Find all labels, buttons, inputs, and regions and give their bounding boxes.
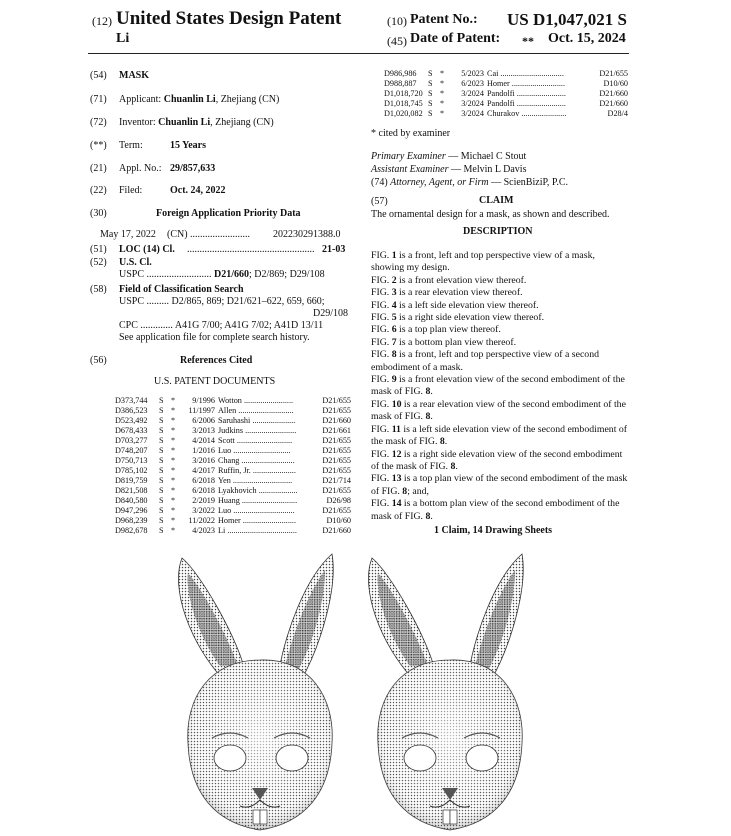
fig-text: is a bottom plan view of the second embodiment of the mask of FIG.: [371, 498, 620, 522]
citation-number: D947,296: [115, 506, 148, 515]
loc-class-value: 21-03: [322, 244, 346, 255]
fig-number: 11: [391, 423, 401, 435]
figure-description: [371, 300, 630, 312]
citation-inventor: Allen ...........................: [218, 406, 294, 415]
patent-no-label: Patent No.:: [410, 12, 478, 27]
inventor-field: [119, 117, 274, 130]
fig-end: ; and,: [407, 485, 429, 497]
citation-class: D21/655: [322, 446, 351, 455]
citation-class: D10/60: [326, 516, 351, 525]
fig-prefix: FIG.: [371, 336, 392, 348]
fig-text: is a rear elevation view of the second embodiment of the mask of FIG.: [371, 398, 626, 423]
citation-number: D840,580: [115, 496, 148, 505]
citation-row: [115, 436, 351, 446]
citation-row: [384, 79, 628, 89]
fig-prefix: FIG.: [371, 349, 392, 361]
citation-class: D21/655: [322, 506, 351, 515]
figure-description: [371, 424, 630, 449]
assistant-examiner-name: — Melvin L Davis: [451, 164, 527, 175]
citation-number: D982,678: [115, 526, 148, 535]
fig-prefix: FIG.: [371, 498, 392, 510]
citation-date: 4/2017: [192, 466, 215, 475]
citation-number: D750,713: [115, 456, 148, 465]
patent-number: US D1,047,021 S: [507, 10, 627, 29]
citation-class: D21/655: [322, 466, 351, 475]
citation-star: *: [171, 486, 176, 495]
inventor-label: Inventor:: [119, 117, 156, 128]
citation-number: D1,020,082: [384, 109, 423, 118]
citation-inventor: Churakov ......................: [487, 109, 567, 118]
citation-star: *: [440, 99, 445, 108]
claims-sheets-footer: 1 Claim, 14 Drawing Sheets: [434, 525, 553, 536]
fig-number: 9: [391, 374, 397, 386]
applicant-label: Applicant:: [119, 94, 162, 105]
figure-description: [371, 312, 630, 324]
citation-list-left: [115, 396, 351, 536]
citation-class: D21/655: [322, 406, 351, 415]
citation-number: D821,508: [115, 486, 148, 495]
fig-text: is a bottom plan view thereof.: [396, 336, 517, 348]
claim-title: CLAIM: [479, 195, 514, 206]
us-class-line: [119, 269, 325, 282]
references-cited-title: References Cited: [180, 355, 253, 366]
citation-date: 6/2006: [192, 416, 215, 425]
fig-text: is a rear elevation view thereof.: [396, 287, 523, 299]
filed-value: Oct. 24, 2022: [170, 185, 226, 196]
us-class-label: U.S. Cl.: [119, 257, 152, 268]
citation-kind: S: [428, 69, 433, 78]
citation-star: *: [171, 416, 176, 425]
search-history-note: See application file for complete search history.: [119, 332, 310, 343]
citation-inventor: Yen .............................: [218, 476, 293, 485]
citation-inventor: Li ..................................: [218, 526, 297, 535]
fig-ref: 8: [402, 485, 408, 497]
citation-class: D21/655: [322, 486, 351, 495]
fig-prefix: FIG.: [371, 287, 392, 299]
citation-star: *: [171, 466, 176, 475]
citation-date: 3/2024: [461, 109, 484, 118]
citation-class: D21/655: [599, 69, 628, 78]
figure-description: [371, 324, 630, 336]
citation-kind: S: [159, 486, 164, 495]
citation-inventor: Chang ..........................: [218, 456, 295, 465]
patent-type-title: United States Design Patent: [116, 8, 342, 29]
fig-number: 1: [391, 250, 397, 261]
citation-class: D21/660: [322, 416, 351, 425]
citation-star: *: [171, 446, 176, 455]
citation-date: 6/2023: [461, 79, 484, 88]
fig-prefix: FIG.: [371, 274, 392, 286]
filed-label: Filed:: [119, 185, 143, 196]
citation-date: 3/2024: [461, 99, 484, 108]
claim-text: The ornamental design for a mask, as shown and described.: [371, 209, 610, 220]
search-uspc-cont: D29/108: [313, 308, 348, 319]
term-value: 15 Years: [170, 140, 207, 151]
fig-end: .: [430, 510, 433, 522]
fig-end: .: [455, 460, 458, 472]
citation-number: D703,277: [115, 436, 148, 445]
fig-number: 7: [391, 336, 397, 348]
citation-kind: S: [159, 426, 164, 435]
citation-class: D26/98: [326, 496, 351, 505]
fig-text: is a right side elevation view thereof.: [396, 312, 545, 324]
citation-date: 6/2018: [192, 486, 215, 495]
inventor-name: Chuanlin Li: [158, 117, 211, 128]
citation-inventor: Pandolfi ........................: [487, 99, 566, 108]
citation-date: 2/2019: [192, 496, 215, 505]
field-56-num: (56): [90, 355, 107, 366]
appl-no-label: Appl. No.:: [119, 163, 162, 174]
field-22-num: (22): [90, 185, 107, 196]
figure-description: [371, 473, 630, 498]
citation-row: [115, 516, 351, 526]
figure-description: [371, 498, 630, 523]
date-of-patent-label: Date of Patent:: [410, 31, 501, 46]
assistant-examiner-label: Assistant Examiner: [371, 164, 449, 175]
field-21-num: (21): [90, 163, 107, 174]
citation-star: *: [171, 436, 176, 445]
fig-number: 13: [391, 473, 402, 485]
citation-inventor: Luo ..............................: [218, 506, 295, 515]
citation-inventor: Homer ..........................: [218, 516, 297, 525]
field-74-num: (74): [371, 177, 388, 188]
field-term-num: (**): [90, 140, 107, 151]
citation-number: D386,523: [115, 406, 148, 415]
description-title: DESCRIPTION: [463, 226, 533, 237]
citation-row: [115, 406, 351, 416]
field-51-num: (51): [90, 244, 107, 255]
citation-row: [384, 69, 628, 79]
citation-date: 3/2016: [192, 456, 215, 465]
citation-kind: S: [428, 109, 433, 118]
citation-date: 3/2013: [192, 426, 215, 435]
citation-class: D21/655: [322, 436, 351, 445]
figure-description: [371, 449, 630, 474]
attorney-name: — ScienBiziP, P.C.: [491, 177, 569, 188]
fig-ref: 8: [425, 386, 431, 398]
priority-date: May 17, 2022: [100, 229, 156, 240]
citation-inventor: Wotton ........................: [218, 396, 294, 405]
citation-star: *: [440, 109, 445, 118]
citation-inventor: Judkins .........................: [218, 426, 297, 435]
search-uspc-line: USPC ......... D2/865, 869; D21/621–622, 659, 660;: [119, 296, 325, 307]
fig-number: 14: [391, 498, 402, 510]
fig-ref: 8: [425, 510, 431, 522]
fig-prefix: FIG.: [371, 423, 392, 435]
field-30-num: (30): [90, 208, 107, 219]
priority-number: 202230291388.0: [273, 229, 341, 240]
figure-description: [371, 275, 630, 287]
citation-number: D1,018,745: [384, 99, 423, 108]
citation-star: *: [171, 496, 176, 505]
field-58-num: (58): [90, 284, 107, 295]
field-72-num: (72): [90, 117, 107, 128]
citation-kind: S: [159, 476, 164, 485]
fig-number: 2: [391, 274, 397, 286]
citation-kind: S: [159, 496, 164, 505]
term-label: Term:: [119, 140, 143, 151]
priority-country: (CN) ........................: [167, 229, 251, 240]
citation-class: D21/660: [599, 89, 628, 98]
citation-class: D21/655: [322, 396, 351, 405]
fig-prefix: FIG.: [371, 398, 392, 410]
citation-class: D10/60: [603, 79, 628, 88]
citation-row: [384, 99, 628, 109]
citation-inventor: Scott ...........................: [218, 436, 293, 445]
field-71-num: (71): [90, 94, 107, 105]
citation-class: D28/4: [607, 109, 628, 118]
citation-number: D968,239: [115, 516, 148, 525]
mask-figure-right: [368, 554, 523, 830]
fig-end: .: [444, 436, 448, 448]
inventor-surname: Li: [116, 31, 130, 46]
citation-star: *: [171, 426, 176, 435]
citation-row: [384, 109, 628, 119]
figure-description: [371, 337, 630, 349]
field-54-num: (54): [90, 70, 107, 81]
citation-number: D819,759: [115, 476, 148, 485]
figure-descriptions: [371, 250, 630, 523]
header-code-10: (10): [387, 14, 407, 28]
fig-prefix: FIG.: [371, 299, 392, 311]
figure-description: [371, 399, 630, 424]
title-field: MASK: [119, 70, 149, 81]
citation-star: *: [171, 476, 176, 485]
figure-description: [371, 287, 630, 299]
date-of-patent: Oct. 15, 2024: [548, 31, 626, 46]
fig-text: is a right side elevation view of the second embodiment of the mask of FIG.: [371, 448, 623, 472]
fig-number: 3: [391, 287, 397, 299]
fig-ref: 8: [439, 436, 445, 448]
citation-row: [115, 456, 351, 466]
figure-description: [371, 250, 630, 275]
header-code-45: (45): [387, 34, 407, 48]
fig-text: is a front, left and top perspective view of a mask, showing my design.: [371, 250, 595, 274]
field-57-num: (57): [371, 196, 388, 207]
uspc-rest: ; D2/869; D29/108: [249, 269, 325, 280]
uspc-prefix: USPC ..........................: [119, 269, 212, 280]
citation-kind: S: [159, 506, 164, 515]
citation-date: 4/2014: [192, 436, 215, 445]
citation-date: 3/2024: [461, 89, 484, 98]
citation-number: D1,018,720: [384, 89, 423, 98]
citation-inventor: Lyakhovich ...................: [218, 486, 298, 495]
inventor-location: , Zhejiang (CN): [210, 117, 274, 128]
fig-number: 12: [391, 448, 402, 460]
assistant-examiner: [371, 164, 526, 177]
applicant-field: [119, 94, 279, 107]
mask-drawing: [160, 548, 650, 833]
fig-text: is a left side elevation view of the second embodiment of the mask of FIG.: [371, 423, 628, 448]
fig-text: is a top plan view of the second embodiment of the mask of FIG.: [371, 473, 628, 497]
citation-inventor: Luo ............................: [218, 446, 291, 455]
citation-inventor: Homer ..........................: [487, 79, 566, 88]
citation-inventor: Pandolfi ........................: [487, 89, 566, 98]
citation-kind: S: [159, 516, 164, 525]
citation-row: [115, 426, 351, 436]
citation-date: 11/1997: [188, 406, 215, 415]
citation-date: 1/2016: [192, 446, 215, 455]
citation-kind: S: [159, 526, 164, 535]
citation-kind: S: [159, 436, 164, 445]
appl-no-value: 29/857,633: [170, 163, 216, 174]
citation-number: D986,986: [384, 69, 417, 78]
citation-number: D785,102: [115, 466, 148, 475]
fig-prefix: FIG.: [371, 473, 392, 485]
fig-prefix: FIG.: [371, 448, 392, 460]
figure-description: [371, 374, 630, 399]
primary-examiner-name: — Michael C Stout: [448, 151, 527, 162]
citation-kind: S: [159, 456, 164, 465]
citation-row: [115, 476, 351, 486]
citation-date: 4/2023: [192, 526, 215, 535]
attorney-line: [371, 177, 568, 190]
citation-kind: S: [428, 89, 433, 98]
attorney-label: Attorney, Agent, or Firm: [390, 177, 489, 188]
citation-class: D21/655: [322, 456, 351, 465]
citation-star: *: [171, 406, 176, 415]
fig-text: is a top plan view thereof.: [396, 324, 501, 336]
citation-date: 6/2018: [192, 476, 215, 485]
citation-date: 9/1996: [192, 396, 215, 405]
fig-ref: 8: [450, 460, 456, 472]
citation-number: D988,887: [384, 79, 417, 88]
fig-number: 4: [391, 299, 397, 311]
citation-kind: S: [159, 466, 164, 475]
fig-prefix: FIG.: [371, 250, 392, 261]
applicant-name: Chuanlin Li: [163, 94, 216, 105]
fig-text: is a front elevation view thereof.: [396, 274, 527, 286]
citation-row: [115, 396, 351, 406]
citation-inventor: Huang ...........................: [218, 496, 298, 505]
citation-number: D373,744: [115, 396, 148, 405]
header-rule: [88, 53, 629, 54]
fig-number: 5: [391, 312, 397, 324]
fig-text: is a left side elevation view thereof.: [396, 299, 539, 311]
citation-inventor: Saruhashi .....................: [218, 416, 296, 425]
citation-star: *: [171, 516, 176, 525]
fig-number: 8: [391, 349, 397, 361]
citation-star: *: [440, 69, 445, 78]
citation-kind: S: [159, 406, 164, 415]
header-code-12: (12): [92, 14, 112, 28]
fig-end: .: [430, 411, 433, 423]
citation-kind: S: [428, 99, 433, 108]
citation-row: [115, 416, 351, 426]
date-stars: **: [522, 34, 534, 48]
field-52-num: (52): [90, 257, 107, 268]
citation-inventor: Cai ...............................: [487, 69, 564, 78]
loc-class-dots: ...................................................: [187, 244, 315, 255]
fig-ref: 8: [425, 411, 431, 423]
field-of-search-label: Field of Classification Search: [119, 284, 244, 295]
citation-list-right: [384, 69, 628, 119]
citation-star: *: [171, 526, 176, 535]
citation-kind: S: [159, 396, 164, 405]
primary-examiner: [371, 151, 526, 164]
citation-class: D21/660: [322, 526, 351, 535]
loc-class-label: LOC (14) Cl.: [119, 244, 175, 255]
fig-text: is a front elevation view of the second embodiment of the mask of FIG.: [371, 374, 625, 398]
citation-row: [115, 486, 351, 496]
citation-date: 3/2022: [192, 506, 215, 515]
citation-row: [115, 526, 351, 536]
figure-description: [371, 349, 630, 374]
citation-number: D523,492: [115, 416, 148, 425]
citation-kind: S: [159, 416, 164, 425]
mask-figure-left: [178, 554, 333, 830]
applicant-location: , Zhejiang (CN): [215, 94, 280, 105]
citation-kind: S: [159, 446, 164, 455]
fig-prefix: FIG.: [371, 374, 392, 386]
citation-row: [115, 496, 351, 506]
citation-star: *: [171, 456, 176, 465]
citation-star: *: [171, 506, 176, 515]
us-patent-docs-title: U.S. PATENT DOCUMENTS: [154, 376, 276, 387]
citation-star: *: [440, 89, 445, 98]
fig-end: .: [430, 386, 433, 398]
fig-number: 6: [391, 324, 397, 336]
citation-number: D678,433: [115, 426, 148, 435]
fig-number: 10: [391, 398, 402, 410]
citation-inventor: Ruffin, Jr. .....................: [218, 466, 296, 475]
citation-kind: S: [428, 79, 433, 88]
citation-row: [115, 446, 351, 456]
fig-prefix: FIG.: [371, 324, 392, 336]
citation-date: 5/2023: [461, 69, 484, 78]
citation-row: [115, 466, 351, 476]
citation-number: D748,207: [115, 446, 148, 455]
citation-class: D21/660: [599, 99, 628, 108]
citation-class: D21/714: [322, 476, 351, 485]
citation-star: *: [440, 79, 445, 88]
citation-class: D21/661: [322, 426, 351, 435]
primary-examiner-label: Primary Examiner: [371, 151, 446, 162]
cited-by-examiner: * cited by examiner: [371, 128, 451, 139]
search-cpc-line: CPC ............. A41G 7/00; A41G 7/02; A41D 13/11: [119, 320, 324, 331]
citation-row: [115, 506, 351, 516]
citation-row: [384, 89, 628, 99]
fig-text: is a front, left and top perspective view of a second embodiment of a mask.: [371, 349, 599, 373]
uspc-main: D21/660: [214, 269, 250, 280]
fig-prefix: FIG.: [371, 312, 392, 324]
citation-star: *: [171, 396, 176, 405]
foreign-priority-title: Foreign Application Priority Data: [156, 208, 301, 219]
citation-date: 11/2022: [188, 516, 215, 525]
